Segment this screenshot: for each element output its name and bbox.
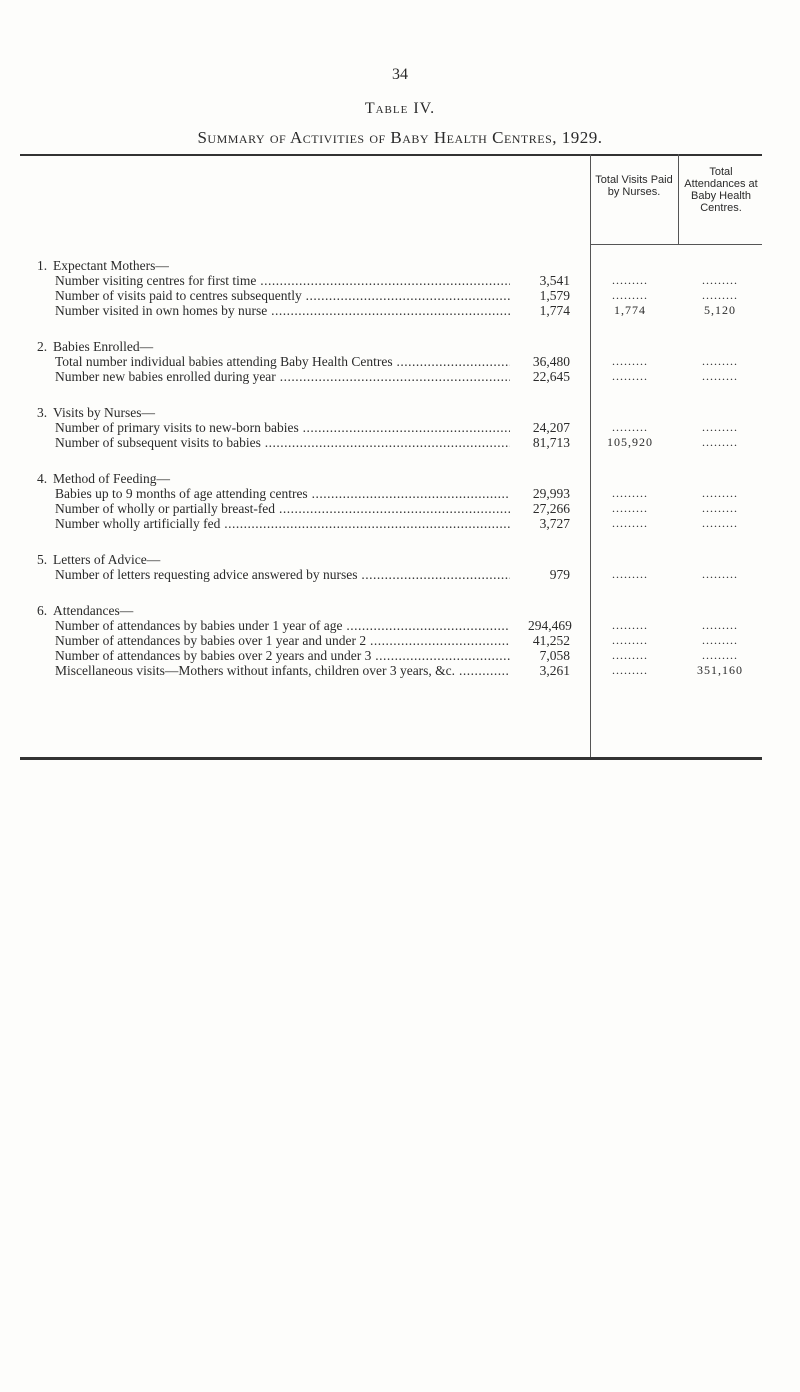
row-label: Number of subsequent visits to babies ..... xyxy=(55,435,510,450)
row-label: Number visited in own homes by nurse ..... xyxy=(55,303,510,318)
row-label: Babies up to 9 months of age attending centres ..... xyxy=(55,486,510,501)
row-attendances: ......... xyxy=(702,288,738,302)
row-visits: ......... xyxy=(612,648,648,662)
row-label: Number of primary visits to new-born babies ..... xyxy=(55,420,510,435)
row-attendances: ......... xyxy=(702,486,738,500)
table-section xyxy=(38,339,762,384)
table-row xyxy=(38,618,762,633)
table-row xyxy=(38,435,762,450)
row-visits: ......... xyxy=(612,273,648,287)
top-rule xyxy=(20,154,762,156)
section-heading xyxy=(37,405,762,420)
row-label: Number visiting centres for first time ..... xyxy=(55,273,510,288)
table-row xyxy=(38,501,762,516)
row-value: 27,266 xyxy=(532,501,570,516)
row-visits: ......... xyxy=(612,486,648,500)
table-row xyxy=(38,273,762,288)
table-section xyxy=(38,258,762,318)
table-row xyxy=(38,516,762,531)
row-value: 29,993 xyxy=(532,486,570,501)
section-heading xyxy=(37,552,762,567)
bottom-rule xyxy=(20,757,762,760)
column-header-attendances: Total Attendances at Baby Health Centres. xyxy=(684,166,758,214)
table-row xyxy=(38,567,762,582)
row-value: 979 xyxy=(549,567,570,582)
table-label: Table IV. xyxy=(364,100,436,117)
table-row xyxy=(38,288,762,303)
row-value: 7,058 xyxy=(539,648,570,663)
table-row xyxy=(38,303,762,318)
row-value: 1,774 xyxy=(539,303,570,318)
row-value: 36,480 xyxy=(532,354,570,369)
section-number: 6. xyxy=(37,603,48,618)
section-heading xyxy=(37,471,762,486)
section-title: Visits by Nurses— xyxy=(53,405,155,420)
page-number: 34 xyxy=(392,66,408,83)
row-label: Number of visits paid to centres subsequently ..... xyxy=(55,288,510,303)
row-visits: ......... xyxy=(612,618,648,632)
section-number: 3. xyxy=(37,405,48,420)
table-section xyxy=(38,603,762,678)
row-value: 3,541 xyxy=(539,273,570,288)
row-value: 1,579 xyxy=(539,288,570,303)
row-visits: 105,920 xyxy=(607,435,653,449)
table-row xyxy=(38,420,762,435)
row-label: Number of attendances by babies over 2 years and under 3 ..... xyxy=(55,648,510,663)
section-number: 2. xyxy=(37,339,48,354)
table-row xyxy=(38,663,762,678)
section-title: Expectant Mothers— xyxy=(53,258,169,273)
row-attendances: ......... xyxy=(702,435,738,449)
row-attendances: ......... xyxy=(702,567,738,581)
table-row xyxy=(38,369,762,384)
row-visits: ......... xyxy=(612,567,648,581)
row-label: Number new babies enrolled during year ..... xyxy=(55,369,510,384)
table-row xyxy=(38,633,762,648)
row-visits: ......... xyxy=(612,516,648,530)
table-section xyxy=(38,405,762,450)
row-visits: ......... xyxy=(612,288,648,302)
section-title: Attendances— xyxy=(53,603,134,618)
row-visits: ......... xyxy=(612,501,648,515)
row-label: Total number individual babies attending Baby Health Centres ..... xyxy=(55,354,510,369)
row-label: Number of letters requesting advice answered by nurses ..... xyxy=(55,567,510,582)
row-visits: ......... xyxy=(612,633,648,647)
row-visits: 1,774 xyxy=(614,303,646,317)
section-number: 4. xyxy=(37,471,48,486)
section-title: Babies Enrolled— xyxy=(53,339,154,354)
row-attendances: ......... xyxy=(702,618,738,632)
table-row xyxy=(38,354,762,369)
row-value: 41,252 xyxy=(532,633,570,648)
row-attendances: 5,120 xyxy=(704,303,736,317)
row-attendances: ......... xyxy=(702,501,738,515)
row-label: Number wholly artificially fed ..... xyxy=(55,516,510,531)
row-visits: ......... xyxy=(612,420,648,434)
row-visits: ......... xyxy=(612,369,648,383)
column-header-visits: Total Visits Paid by Nurses. xyxy=(595,174,673,198)
row-attendances: ......... xyxy=(702,648,738,662)
section-heading xyxy=(37,258,762,273)
header-divider xyxy=(678,154,679,244)
row-value: 81,713 xyxy=(532,435,570,450)
row-label: Number of wholly or partially breast-fed ..... xyxy=(55,501,510,516)
row-value: 24,207 xyxy=(532,420,570,435)
header-rule xyxy=(590,244,762,245)
row-attendances: 351,160 xyxy=(697,663,743,677)
table-row xyxy=(38,648,762,663)
row-visits: ......... xyxy=(612,354,648,368)
row-attendances: ......... xyxy=(702,420,738,434)
section-heading xyxy=(37,603,762,618)
row-value: 294,469 xyxy=(528,618,572,633)
table-title: Summary of Activities of Baby Health Centres, 1929. xyxy=(197,128,603,147)
row-value: 3,261 xyxy=(539,663,570,678)
row-label: Number of attendances by babies under 1 year of age ..... xyxy=(55,618,510,633)
row-label: Miscellaneous visits—Mothers without infants, children over 3 years, &c. ..... xyxy=(55,663,510,678)
section-title: Method of Feeding— xyxy=(53,471,170,486)
section-heading xyxy=(37,339,762,354)
row-attendances: ......... xyxy=(702,633,738,647)
row-label: Number of attendances by babies over 1 year and under 2 ..... xyxy=(55,633,510,648)
table-section xyxy=(38,471,762,531)
row-value: 3,727 xyxy=(539,516,570,531)
summary-table xyxy=(38,258,762,699)
section-number: 1. xyxy=(37,258,48,273)
row-value: 22,645 xyxy=(532,369,570,384)
row-attendances: ......... xyxy=(702,516,738,530)
row-attendances: ......... xyxy=(702,369,738,383)
row-attendances: ......... xyxy=(702,273,738,287)
section-title: Letters of Advice— xyxy=(53,552,161,567)
table-section xyxy=(38,552,762,582)
row-attendances: ......... xyxy=(702,354,738,368)
table-row xyxy=(38,486,762,501)
row-visits: ......... xyxy=(612,663,648,677)
section-number: 5. xyxy=(37,552,48,567)
